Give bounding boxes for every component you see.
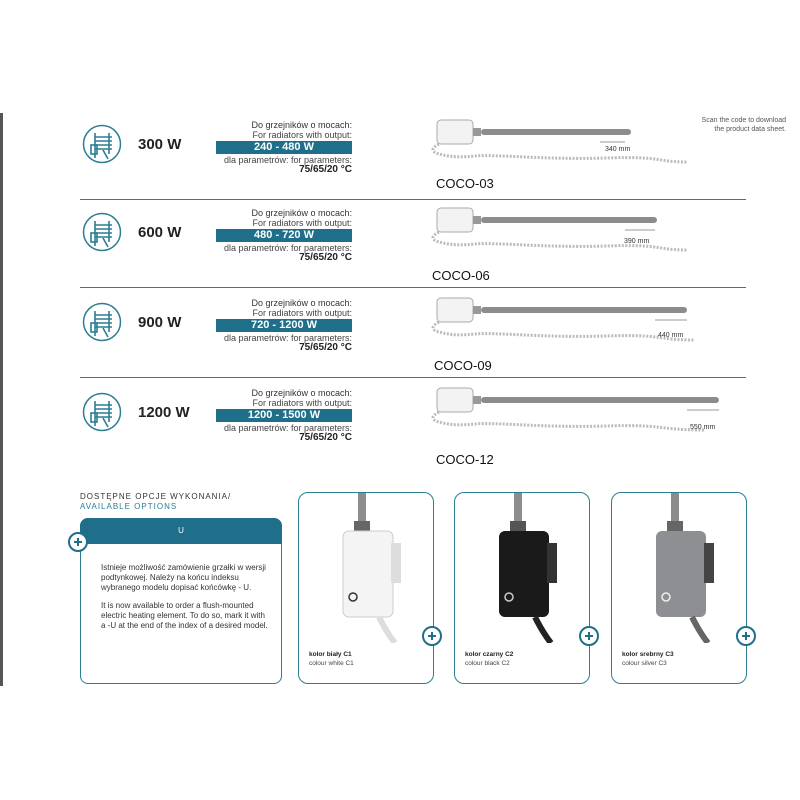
length-dimension: 550 mm: [690, 424, 716, 431]
spec-label-en: For radiators with output:: [252, 130, 352, 140]
heating-element-image: [425, 116, 745, 176]
model-row-300w: [80, 110, 746, 200]
heating-element-image: [425, 204, 745, 264]
spec-label-pl: Do grzejników o mocach:: [251, 298, 352, 308]
color-label-pl: kolor biały C1: [309, 651, 352, 658]
radiator-icon: [82, 392, 122, 432]
power-value: 600 W: [138, 224, 182, 241]
model-code: COCO-03: [436, 176, 494, 191]
scan-note-line-1: Scan the code to download: [701, 117, 786, 124]
spec-params-label: dla parametrów: for parameters:: [223, 423, 352, 433]
model-row-1200w: [80, 378, 746, 468]
flush-mount-header: U: [80, 518, 282, 544]
model-code: COCO-06: [432, 268, 490, 283]
spec-label-en: For radiators with output:: [252, 308, 352, 318]
power-value: 900 W: [138, 314, 182, 331]
options-title: [80, 492, 231, 512]
spec-label-pl: Do grzejników o mocach:: [251, 208, 352, 218]
spec-block: [216, 388, 352, 443]
spec-params-value: 75/65/20 °C: [299, 432, 352, 443]
model-row-900w: [80, 288, 746, 378]
plus-icon[interactable]: [579, 626, 599, 646]
spec-params-value: 75/65/20 °C: [299, 342, 352, 353]
spec-params-label: dla parametrów: for parameters:: [223, 243, 352, 253]
color-card-white: [298, 492, 434, 684]
heater-white-image: [299, 493, 433, 643]
color-label-en: colour white C1: [309, 660, 354, 667]
flush-mount-text-en: It is now available to order a flush-mounted electric heating element. To do so, mark it with a -U at the end of the index of a desired model.: [101, 601, 268, 630]
plus-icon[interactable]: [68, 532, 88, 552]
color-label-pl: kolor srebrny C3: [622, 651, 674, 658]
flush-mount-text-pl: Istnieje możliwość zamówienie grzałki w wersji podtynkowej. Należy na końcu indeksu wybranego modelu dopisać końcówkę - U.: [101, 563, 266, 592]
output-range-band: 240 - 480 W: [216, 141, 352, 154]
spec-block: [216, 208, 352, 263]
length-dimension: 340 mm: [605, 146, 631, 153]
spec-label-pl: Do grzejników o mocach:: [251, 120, 352, 130]
spec-label-pl: Do grzejników o mocach:: [251, 388, 352, 398]
output-range-band: 1200 - 1500 W: [216, 409, 352, 422]
color-card-black: [454, 492, 590, 684]
spec-params-label: dla parametrów: for parameters:: [223, 155, 352, 165]
heating-element-image: [425, 384, 745, 444]
power-value: 1200 W: [138, 404, 190, 421]
length-dimension: 390 mm: [624, 238, 650, 245]
heater-black-image: [455, 493, 589, 643]
spec-block: [216, 298, 352, 353]
heater-silver-image: [612, 493, 746, 643]
color-label-en: colour silver C3: [622, 660, 667, 667]
color-label-pl: kolor czarny C2: [465, 651, 514, 658]
plus-icon[interactable]: [736, 626, 756, 646]
spec-label-en: For radiators with output:: [252, 218, 352, 228]
output-range-band: 720 - 1200 W: [216, 319, 352, 332]
power-value: 300 W: [138, 136, 182, 153]
spec-params-value: 75/65/20 °C: [299, 252, 352, 263]
options-title-en: AVAILABLE OPTIONS: [80, 502, 178, 511]
flush-mount-description: [101, 563, 269, 631]
options-title-pl: DOSTĘPNE OPCJE WYKONANIA/: [80, 492, 232, 501]
plus-icon[interactable]: [422, 626, 442, 646]
model-row-600w: [80, 198, 746, 288]
spec-params-value: 75/65/20 °C: [299, 164, 352, 175]
radiator-icon: [82, 302, 122, 342]
heating-element-image: [425, 294, 745, 354]
flush-mount-option-box: [80, 518, 282, 684]
radiator-icon: [82, 212, 122, 252]
spec-label-en: For radiators with output:: [252, 398, 352, 408]
color-card-silver: [611, 492, 747, 684]
model-code: COCO-12: [436, 452, 494, 467]
model-code: COCO-09: [434, 358, 492, 373]
radiator-icon: [82, 124, 122, 164]
left-margin-bar: [0, 113, 3, 686]
length-dimension: 440 mm: [658, 332, 684, 339]
spec-block: [216, 120, 352, 175]
color-label-en: colour black C2: [465, 660, 510, 667]
spec-params-label: dla parametrów: for parameters:: [223, 333, 352, 343]
scan-note-line-2: the product data sheet.: [714, 126, 786, 133]
output-range-band: 480 - 720 W: [216, 229, 352, 242]
